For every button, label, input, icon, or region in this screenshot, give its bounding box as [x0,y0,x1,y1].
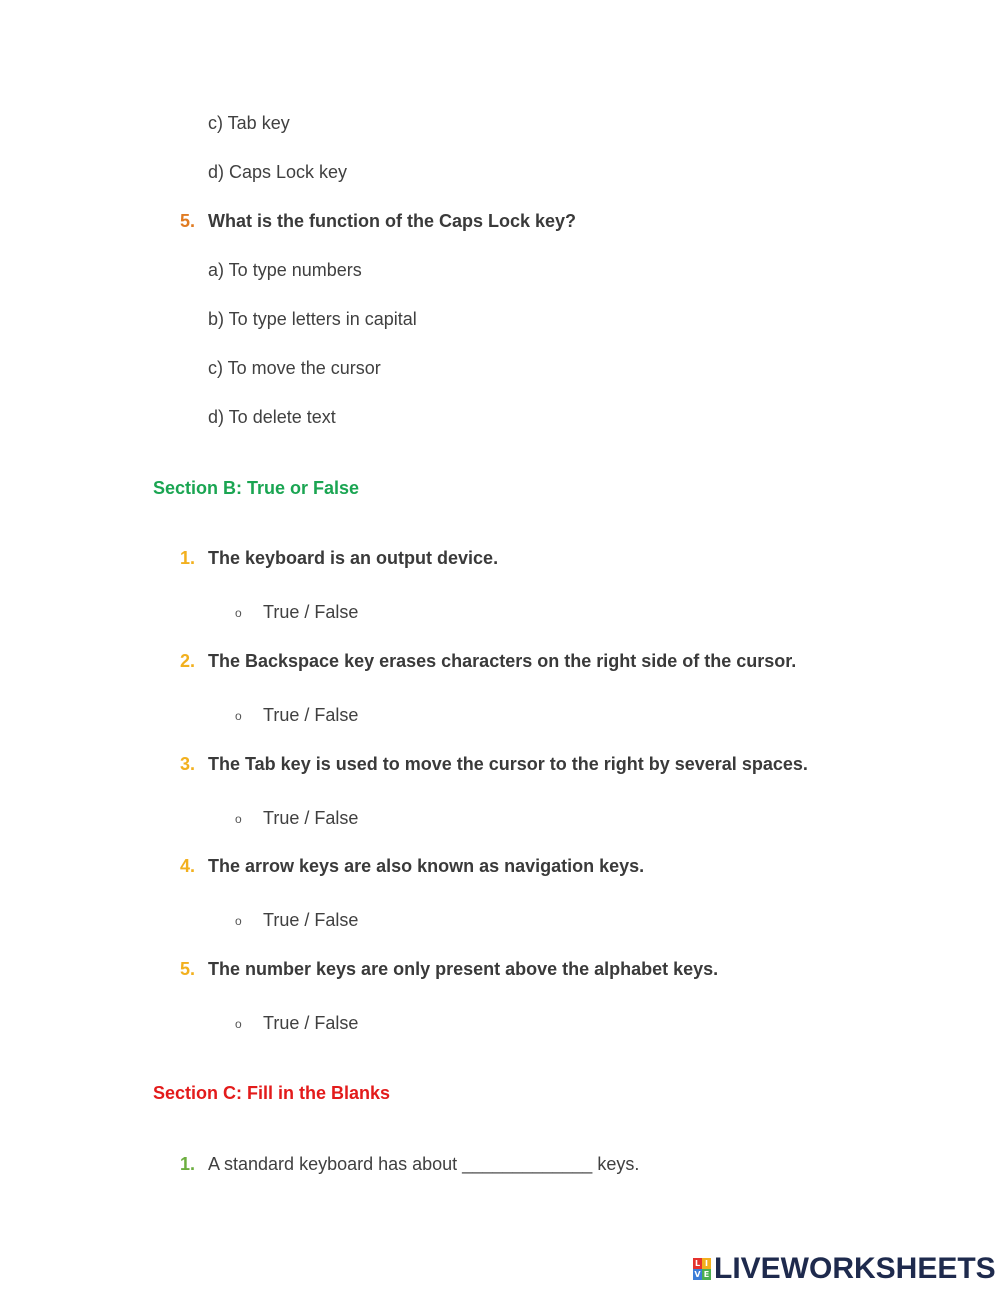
question-number: 5. [180,959,196,979]
fill-in-blank-question[interactable]: A standard keyboard has about _____________ keys. [208,1154,640,1174]
small-circle-bullet-icon: o [235,709,242,723]
true-false-answer[interactable]: True / False [263,705,359,725]
question-number: 3. [180,754,196,774]
question-number: 1. [180,1154,196,1174]
question-number: 1. [180,548,196,568]
option-a: a) To type numbers [208,260,362,280]
small-circle-bullet-icon: o [235,606,242,620]
question-number: 4. [180,856,196,876]
true-false-answer[interactable]: True / False [263,808,359,828]
true-false-answer[interactable]: True / False [263,1013,359,1033]
question-text: The arrow keys are also known as navigation keys. [208,856,645,876]
question-text: The Tab key is used to move the cursor to the right by several spaces. [208,754,808,774]
question-text: What is the function of the Caps Lock key? [208,211,577,231]
option-d: d) Caps Lock key [208,162,348,182]
true-false-answer[interactable]: True / False [263,910,359,930]
true-false-answer[interactable]: True / False [263,602,359,622]
question-number: 5. [180,211,196,231]
question-text: The number keys are only present above the alphabet keys. [208,959,719,979]
section-b-title: Section B: True or False [153,478,360,498]
live-badge-icon: L I V E [694,1259,710,1279]
question-text: The Backspace key erases characters on the right side of the cursor. [208,651,797,671]
small-circle-bullet-icon: o [235,812,242,826]
small-circle-bullet-icon: o [235,914,242,928]
logo-text: LIVEWORKSHEETS [714,1252,996,1285]
question-text: The keyboard is an output device. [208,548,499,568]
option-c: c) Tab key [208,113,290,133]
small-circle-bullet-icon: o [235,1017,242,1031]
liveworksheets-logo [693,1252,996,1286]
option-b: b) To type letters in capital [208,309,417,329]
question-number: 2. [180,651,196,671]
option-c: c) To move the cursor [208,358,381,378]
option-d: d) To delete text [208,407,336,427]
section-c-title: Section C: Fill in the Blanks [153,1083,391,1103]
